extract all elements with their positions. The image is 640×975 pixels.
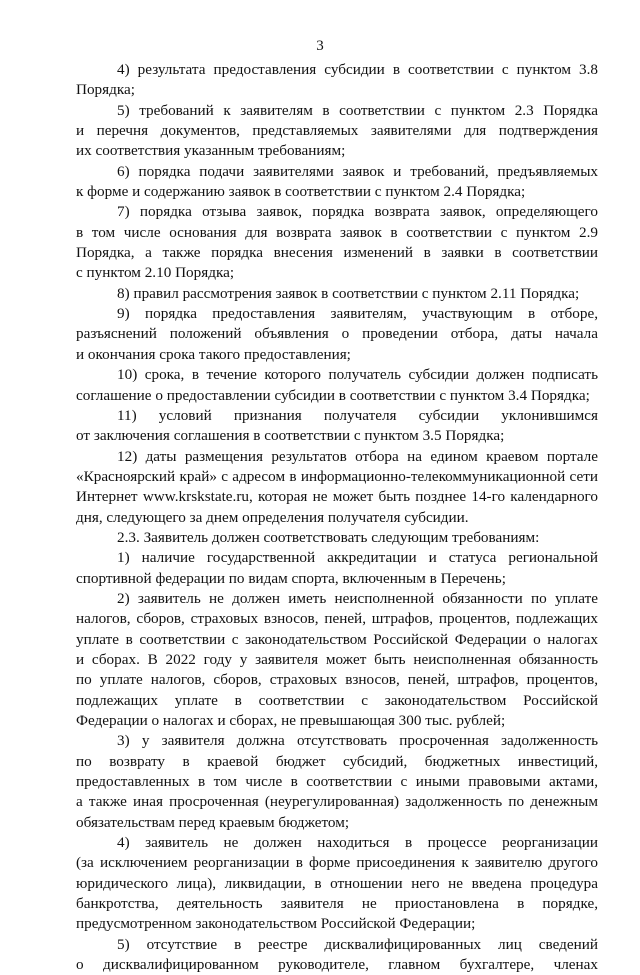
text-line: с пунктом 2.10 Порядка; (76, 264, 235, 282)
text-line: 5) отсутствие в реестре дисквалифицированных лиц сведений (117, 935, 598, 953)
text-line: 1) наличие государственной аккредитации и статуса региональной (117, 549, 598, 567)
text-line: в том числе основания для возврата заявок в соответствии с пунктом 2.9 (76, 223, 598, 241)
text-line: Порядка; (76, 81, 135, 99)
text-line: 8) правил рассмотрения заявок в соответствии с пунктом 2.11 Порядка; (117, 284, 580, 302)
text-line: предоставленных в том числе в соответствии с иными правовыми актами, (76, 773, 598, 791)
text-line: Интернет www.krskstate.ru, которая не может быть позднее 14-го календарного (76, 488, 598, 506)
text-line: 2.3. Заявитель должен соответствовать следующим требованиям: (117, 528, 540, 546)
text-line: (за исключением реорганизации в форме присоединения к заявителю другого (76, 854, 598, 872)
text-line: 7) порядка отзыва заявок, порядка возврата заявок, определяющего (117, 203, 598, 221)
text-line: 4) результата предоставления субсидии в соответствии с пунктом 3.8 (117, 61, 598, 78)
text-line: а также иная просроченная (неурегулированная) задолженность по денежным (76, 793, 598, 811)
text-line: предусмотренном законодательством Российской Федерации; (76, 915, 476, 933)
text-line: и сборах. В 2022 году у заявителя может быть неисполненная обязанность (76, 650, 598, 668)
text-line: по уплате налогов, сборов, страховых взносов, пеней, штрафов, процентов, (76, 671, 598, 689)
text-line: 4) заявитель не должен находиться в процессе реорганизации (117, 834, 598, 852)
document-body (76, 60, 598, 975)
text-line: по возврату в краевой бюджет субсидий, бюджетных инвестиций, (76, 752, 598, 770)
text-line: их соответствия указанным требованиям; (76, 142, 346, 160)
text-line: 12) даты размещения результатов отбора на едином краевом портале (117, 447, 598, 465)
text-line: 5) требований к заявителям в соответствии с пунктом 2.3 Порядка (117, 101, 598, 119)
text-line: 3) у заявителя должна отсутствовать просроченная задолженность (117, 732, 598, 750)
text-line: и перечня документов, представляемых заявителями для подтверждения (76, 122, 598, 140)
text-line: подлежащих уплате в соответствии с законодательством Российской (76, 691, 598, 709)
text-line: к форме и содержанию заявок в соответствии с пунктом 2.4 Порядка; (76, 183, 526, 201)
text-line: 2) заявитель не должен иметь неисполненной обязанности по уплате (117, 589, 598, 607)
text-line: Федерации о налогах и сборах, не превышающая 300 тыс. рублей; (76, 712, 506, 729)
text-line: о дисквалифицированном руководителе, главном бухгалтере, членах (76, 956, 598, 974)
text-line: 10) срока, в течение которого получатель субсидии должен подписать (117, 366, 598, 384)
text-line: разъяснений положений объявления о проведении отбора, даты начала (76, 325, 598, 343)
text-line: юридического лица), ликвидации, в отношении него не введена процедура (76, 874, 598, 892)
text-line: спортивной федерации по видам спорта, включенным в Перечень; (76, 569, 506, 587)
text-line: 9) порядка предоставления заявителям, участвующим в отборе, (117, 305, 598, 323)
text-line: дня, следующего за днем определения получателя субсидии. (76, 508, 469, 526)
text-line: Порядка, а также порядка внесения изменений в заявки в соответствии (76, 244, 598, 262)
text-line: от заключения соглашения в соответствии с пунктом 3.5 Порядка; (76, 427, 505, 445)
text-line: банкротства, деятельность заявителя не приостановлена в порядке, (76, 895, 598, 913)
page-number: 3 (316, 38, 324, 54)
text-line: и окончания срока такого предоставления; (76, 345, 351, 363)
text-line: 11) условий признания получателя субсидии уклонившимся (117, 406, 598, 424)
text-line: налогов, сборов, страховых взносов, пеней, штрафов, процентов, подлежащих (76, 610, 598, 628)
text-line: уплате в соответствии с законодательством Российской Федерации о налогах (76, 630, 598, 648)
text-line: «Красноярский край» с адресом в информационно-телекоммуникационной сети (76, 467, 598, 485)
text-line: 6) порядка подачи заявителями заявок и требований, предъявляемых (117, 162, 598, 180)
text-line: соглашение о предоставлении субсидии в соответствии с пунктом 3.4 Порядка; (76, 386, 590, 404)
text-line: обязательствам перед краевым бюджетом; (76, 813, 350, 831)
